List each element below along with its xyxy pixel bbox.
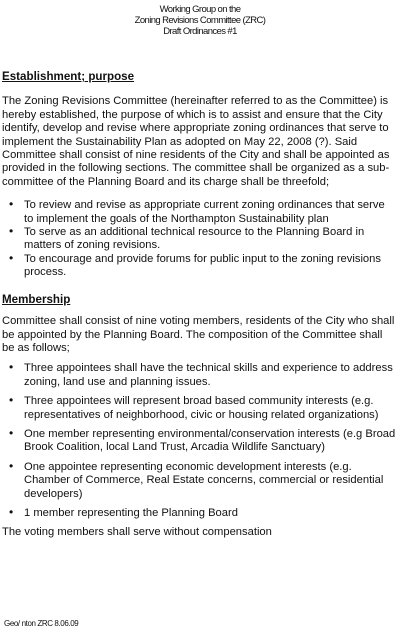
- bullet-icon: •: [9, 224, 14, 239]
- header-line-2: Zoning Revisions Committee (ZRC): [134, 15, 266, 26]
- purpose-list: [2, 199, 396, 279]
- bullet-icon: •: [9, 197, 14, 212]
- list-item-text: Three appointees shall have the technical skills and experience to address zoning, land use and planning issues.: [24, 362, 393, 388]
- membership-heading: Membership: [2, 292, 71, 306]
- header-line-1: Working Group on the: [159, 4, 241, 15]
- bullet-icon: •: [9, 504, 14, 519]
- list-item-text: Three appointees will represent broad based community interests (e.g. representatives of neighborhood, civic or housing related organizations): [24, 395, 379, 421]
- establishment-section: [2, 70, 396, 280]
- list-item: [2, 425, 396, 455]
- compensation-text: The voting members shall serve without compensation: [2, 526, 272, 539]
- bullet-icon: •: [9, 360, 14, 375]
- membership-list: [2, 362, 396, 520]
- establishment-paragraph: The Zoning Revisions Committee (hereinafter referred to as the Committee) is hereby established, the purpose of which is to assist and ensure that the City identify, develop and revise where appropriate zoning ordinances that serve to implement the Sustainability Plan as adopted on May 22, 2008 (?). Said Committee shall consist of nine residents of the City and shall be appointed as provided in the following sections. The committee shall be organized as a sub-committee of the Planning Board and its charge shall be threefold;: [2, 95, 390, 188]
- bullet-icon: •: [9, 425, 14, 440]
- membership-intro: Committee shall consist of nine voting members, residents of the City who shall be appointed by the Planning Board. The composition of the Committee shall be as follows;: [2, 315, 395, 354]
- membership-section: [2, 293, 396, 540]
- list-item-text: To serve as an additional technical resource to the Planning Board in matters of zoning revisions.: [24, 226, 365, 252]
- list-item: [2, 362, 396, 389]
- bullet-icon: •: [9, 393, 14, 408]
- bullet-icon: •: [9, 250, 14, 265]
- list-item-text: 1 member representing the Planning Board: [24, 506, 238, 519]
- bullet-icon: •: [9, 458, 14, 473]
- list-item: [2, 250, 396, 280]
- list-item: [2, 395, 396, 422]
- document-body: [2, 70, 396, 540]
- list-item: [2, 199, 396, 226]
- document-header: [0, 0, 400, 37]
- list-item-text: To review and revise as appropriate current zoning ordinances that serve to implement the goals of the Northampton Sustainability plan: [24, 199, 385, 225]
- list-item: [2, 504, 396, 520]
- list-item: [2, 226, 396, 253]
- document-footer: Geo/ nton ZRC 8.06.09: [4, 619, 79, 628]
- establishment-heading: Establishment; purpose: [2, 70, 135, 83]
- list-item-text: One appointee representing economic development interests (e.g. Chamber of Commerce, Real Estate concerns, commercial or residential developers): [24, 460, 384, 500]
- list-item: [2, 458, 396, 501]
- header-line-3: Draft Ordinances #1: [163, 26, 237, 37]
- list-item-text: One member representing environmental/conservation interests (e.g Broad Brook Coalition, local Land Trust, Arcadia Wildlife Sanctuary): [24, 427, 396, 454]
- list-item-text: To encourage and provide forums for public input to the zoning revisions process.: [24, 252, 381, 279]
